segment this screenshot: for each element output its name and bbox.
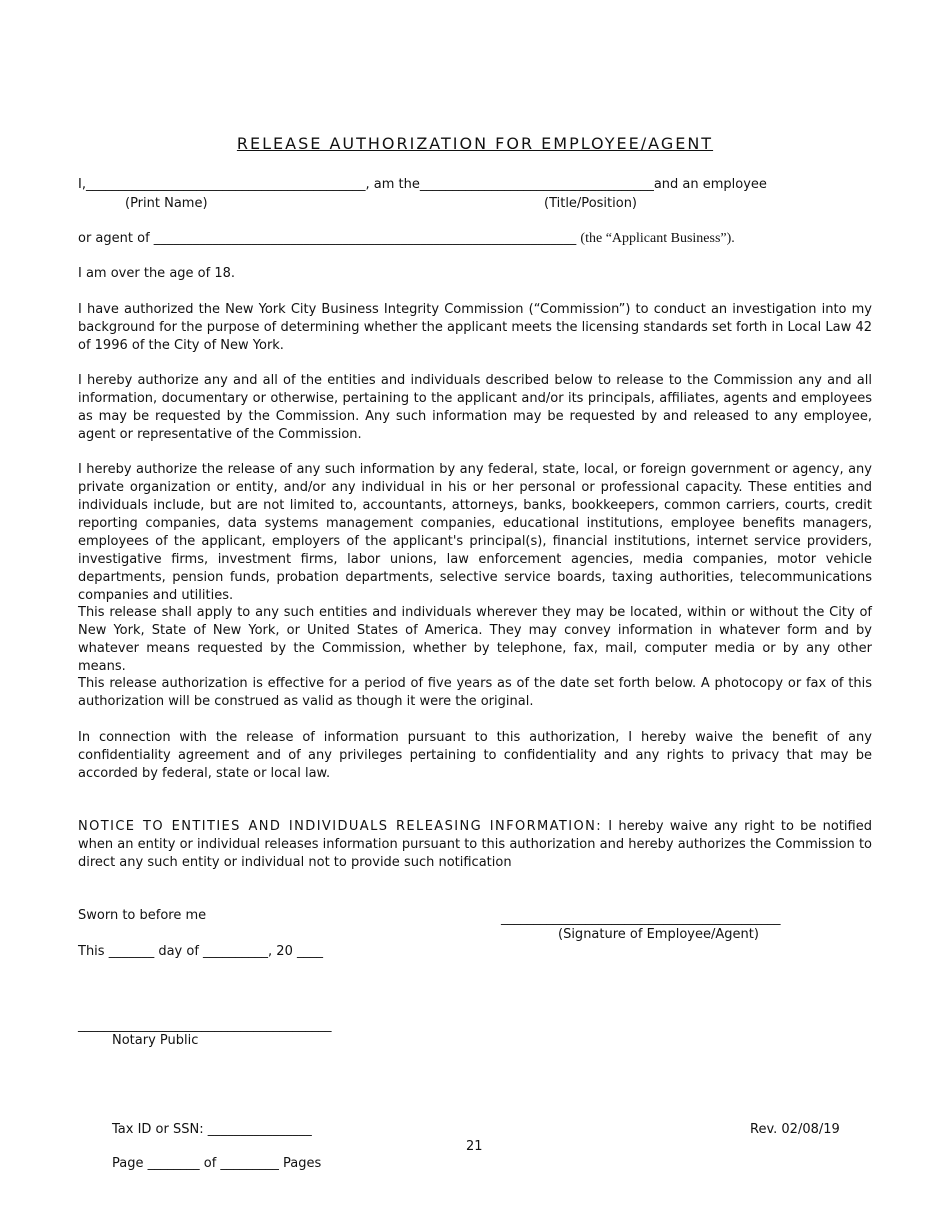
title-position-label: (Title/Position) bbox=[544, 196, 637, 211]
print-name-blank[interactable]: I,___________________________________________, am the bbox=[78, 177, 420, 192]
paragraph-confidentiality: In connection with the release of information pursuant to this authorization, I hereby waive the benefit of any confidentiality agreement and of any privileges pertaining to confidentiality and any rights to privacy that may be accorded by federal, state or local law. bbox=[78, 730, 872, 781]
name-title-line bbox=[78, 176, 767, 194]
notary-line[interactable]: _______________________________________ bbox=[78, 1018, 332, 1033]
notice-paragraph bbox=[78, 818, 872, 872]
paragraph-validity: This release authorization is effective for a period of five years as of the date set forth below. A photocopy or fax of this authorization will be construed as valid as though it were the original. bbox=[78, 676, 872, 709]
revision-date: Rev. 02/08/19 bbox=[750, 1122, 840, 1137]
agent-of-line bbox=[78, 230, 735, 248]
paragraph-authorization: I have authorized the New York City Business Integrity Commission (“Commission”) to conduct an investigation into my background for the purpose of determining whether the applicant meets the licensing standards set forth in Local Law 42 of 1996 of the City of New York. bbox=[78, 302, 872, 353]
print-name-label: (Print Name) bbox=[125, 196, 208, 211]
document-title: RELEASE AUTHORIZATION FOR EMPLOYEE/AGENT bbox=[236, 134, 714, 153]
notice-body: I hereby waive any right to be notified when an entity or individual releases information pursuant to this authorization and hereby authorizes the Commission to direct any such entity or individual not to provide such notification bbox=[78, 819, 872, 870]
date-line[interactable]: This _______ day of __________, 20 ____ bbox=[78, 944, 323, 959]
employee-text: and an employee bbox=[653, 177, 767, 192]
paragraph-release-to-commission: I hereby authorize any and all of the entities and individuals described below to release to the Commission any and all information, documentary or otherwise, pertaining to the applicant and/or its principals, affiliates, agents and employees as may be requested by the Commission. Any such information may be requested by and released to any employee, agent or representative of the Commission. bbox=[78, 373, 872, 442]
applicant-business-label: (the “Applicant Business”). bbox=[580, 231, 735, 246]
tax-id-field[interactable]: Tax ID or SSN: ________________ bbox=[112, 1122, 312, 1137]
paragraph-entities: I hereby authorize the release of any such information by any federal, state, local, or foreign government or agency, any private organization or entity, and/or any individual in his or her personal or professional capacity. These entities and individuals include, but are not limited to, accountants, attorneys, banks, bookkeepers, common carriers, courts, credit reporting companies, data systems management companies, educational institutions, employee benefits managers, employees of the applicant, employers of the applicant's principal(s), financial institutions, internet service providers, investigative firms, investment firms, labor unions, law enforcement agencies, media companies, motor vehicle departments, pension funds, probation departments, selective service boards, taxing authorities, telecommunications companies and utilities. bbox=[78, 462, 872, 603]
title-position-blank[interactable]: ____________________________________ bbox=[419, 177, 654, 192]
page-of-pages-field[interactable]: Page ________ of _________ Pages bbox=[112, 1156, 322, 1171]
agent-of-text: or agent of bbox=[78, 231, 154, 246]
page-number: 21 bbox=[466, 1139, 483, 1154]
applicant-business-blank[interactable]: _________________________________________________________________ bbox=[153, 231, 577, 246]
age-statement: I am over the age of 18. bbox=[78, 266, 236, 281]
signature-line[interactable]: ___________________________________________ bbox=[501, 911, 781, 926]
notice-heading: NOTICE TO ENTITIES AND INDIVIDUALS RELEASING INFORMATION: bbox=[78, 819, 603, 834]
paragraph-scope: This release shall apply to any such entities and individuals wherever they may be located, within or without the City of New York, State of New York, or United States of America. They may convey information in whatever form and by whatever means requested by the Commission, whether by telephone, fax, mail, computer media or by any other means. bbox=[78, 605, 872, 674]
signature-label: (Signature of Employee/Agent) bbox=[558, 927, 759, 942]
notary-label: Notary Public bbox=[112, 1033, 199, 1048]
sworn-text: Sworn to before me bbox=[78, 908, 207, 923]
